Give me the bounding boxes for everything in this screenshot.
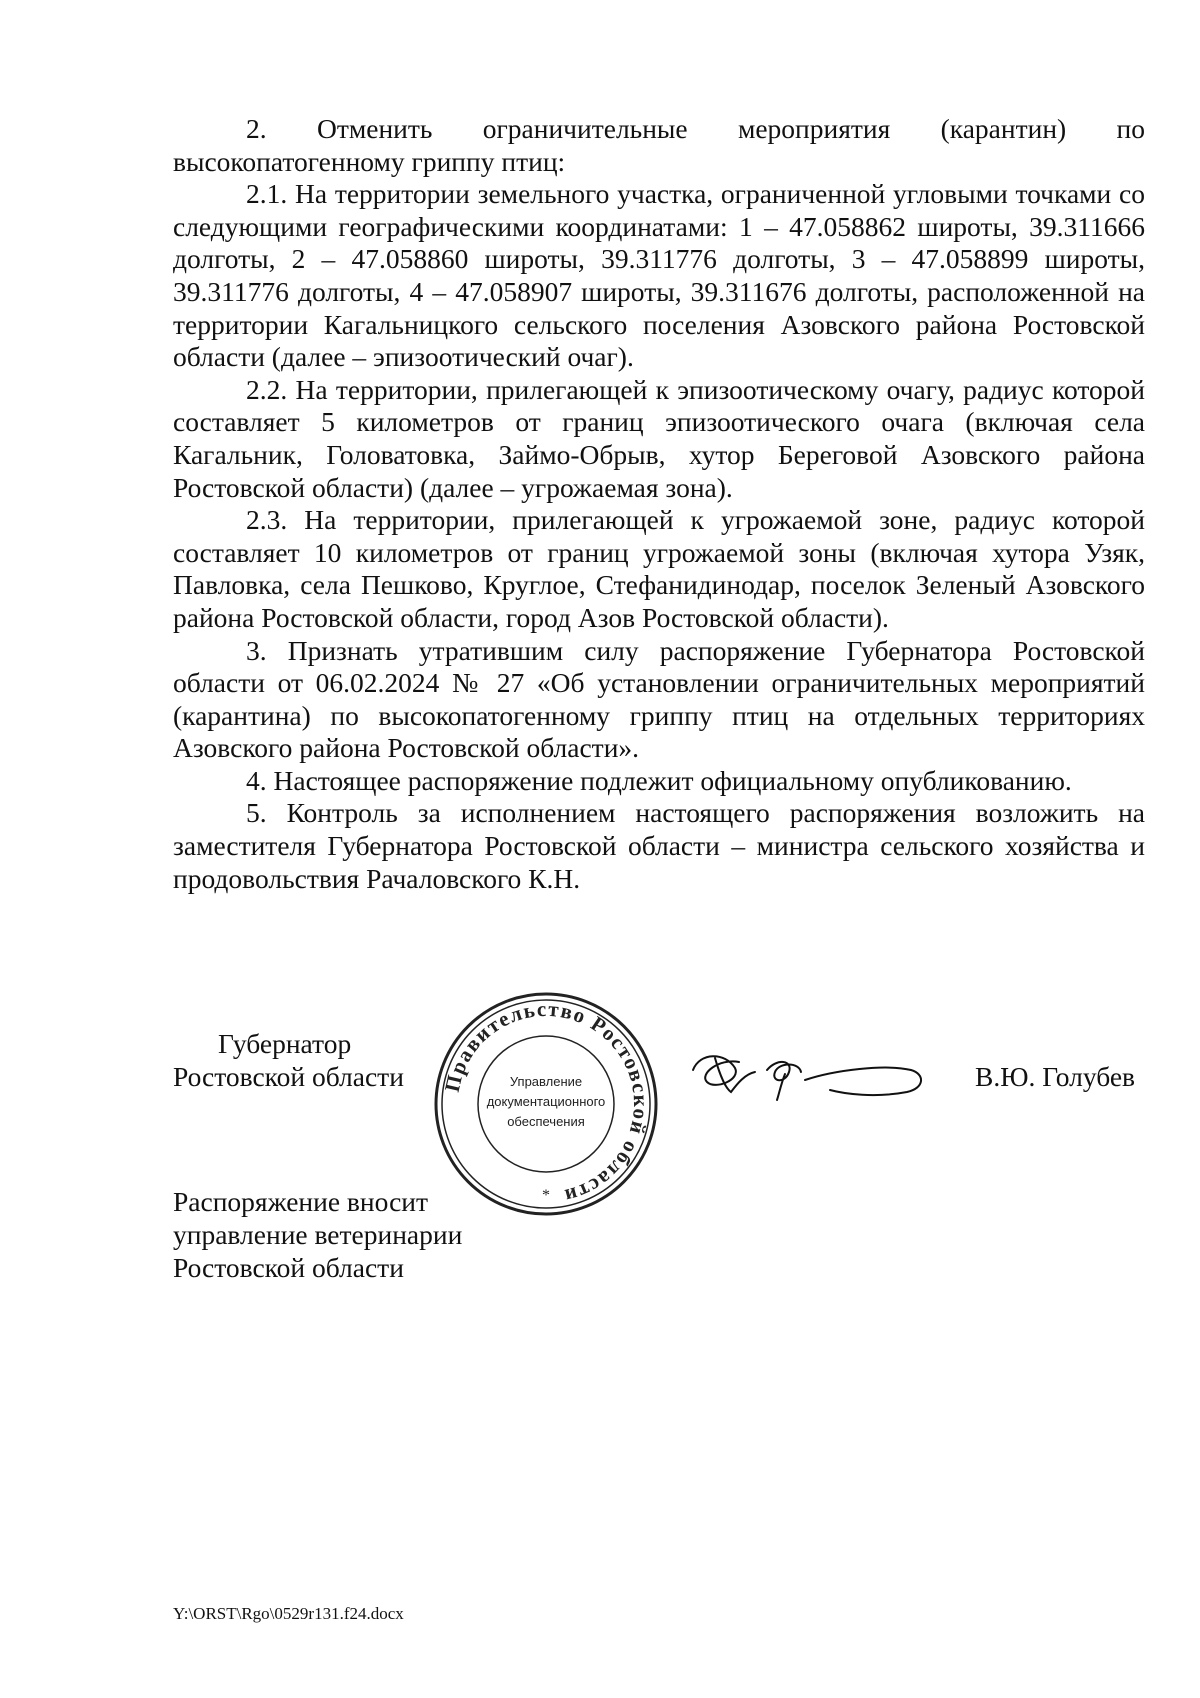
document-body bbox=[173, 113, 1145, 895]
paragraph-3: 3. Признать утратившим силу распоряжение Губернатора Ростовской области от 06.02.2024 № 27 «Об установлении ограничительных мероприятий (карантина) по высокопатогенному гриппу птиц на отдельных территориях Азовского района Ростовской области». bbox=[173, 634, 1145, 764]
official-seal-stamp bbox=[432, 990, 660, 1218]
paragraph-5: 5. Контроль за исполнением настоящего распоряжения возложить на заместителя Губернатора Ростовской области – министра сельского хозяйства и продовольствия Рачаловского К.Н. bbox=[173, 797, 1145, 894]
seal-star: * bbox=[542, 1187, 550, 1204]
paragraph-2-3: 2.3. На территории, прилегающей к угрожаемой зоне, радиус которой составляет 10 километров от границ угрожаемой зоны (включая хутора Узяк, Павловка, села Пешково, Круглое, Стефанидинодар, поселок Зеленый Азовского района Ростовской области, город Азов Ростовской области). bbox=[173, 504, 1145, 633]
seal-outer-text: Правительство Ростовской области bbox=[439, 996, 654, 1210]
submitter-line1: Распоряжение вносит bbox=[173, 1186, 429, 1217]
submitter-line2: управление ветеринарии bbox=[173, 1219, 463, 1250]
file-path-footer: Y:\ORST\Rgo\0529r131.f24.docx bbox=[173, 1604, 404, 1623]
paragraph-4: 4. Настоящее распоряжение подлежит официальному опубликованию. bbox=[246, 764, 1072, 796]
signatory-title-line2: Ростовской области bbox=[173, 1061, 404, 1092]
seal-inner-line1: Управление bbox=[509, 1074, 583, 1089]
paragraph-2: 2. Отменить ограничительные мероприятия (карантин) по высокопатогенному гриппу птиц: bbox=[173, 113, 1145, 177]
paragraph-2-2: 2.2. На территории, прилегающей к эпизоотическому очагу, радиус которой составляет 5 километров от границ эпизоотического очага (включая села Кагальник, Головатовка, Займо-Обрыв, хутор Береговой Азовского района Ростовской области) (далее – угрожаемая зона). bbox=[173, 373, 1145, 503]
signatory-title-line1: Губернатор bbox=[218, 1028, 352, 1059]
handwritten-signature bbox=[685, 1040, 935, 1110]
paragraph-2-1: 2.1. На территории земельного участка, ограниченной угловыми точками со следующими географическими координатами: 1 – 47.058862 широты, 39.311666 долготы, 2 – 47.058860 широты, 39.311776 долготы, 3 – 47.058899 широты, 39.311776 долготы, 4 – 47.058907 широты, 39.311676 долготы, расположенной на территории Кагальницкого сельского поселения Азовского района Ростовской области (далее – эпизоотический очаг). bbox=[173, 178, 1145, 373]
signatory-name: В.Ю. Голубев bbox=[975, 1061, 1136, 1092]
seal-inner-line3: обеспечения bbox=[507, 1114, 585, 1129]
seal-inner-line2: документационного bbox=[486, 1094, 606, 1109]
signatory-title bbox=[173, 1027, 404, 1093]
submitter-note bbox=[173, 1185, 462, 1284]
submitter-line3: Ростовской области bbox=[173, 1252, 404, 1283]
